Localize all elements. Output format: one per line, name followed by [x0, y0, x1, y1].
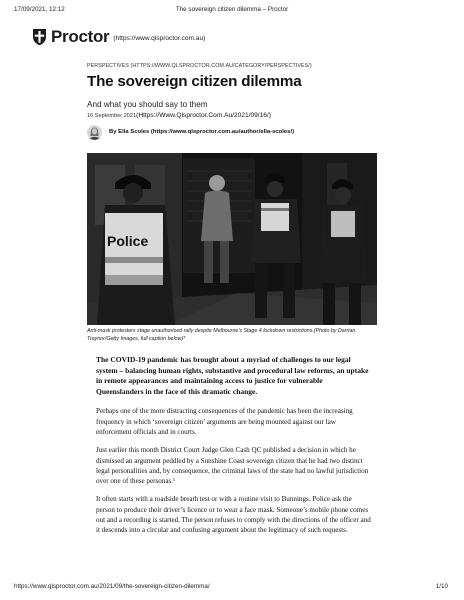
- category-link[interactable]: PERSPECTIVES (HTTPS://WWW.QLSPROCTOR.COM.AU/CATEGORY/PERSPECTIVES/): [87, 63, 312, 69]
- article-date: 16 September 2021: [87, 113, 137, 119]
- author-byline: [87, 124, 294, 140]
- author-link[interactable]: By Ella Scoles (https://www.qlsproctor.com.au/author/ella-scoles/): [109, 129, 295, 135]
- photo-caption: Anti-mask protesters stage unauthorised rally despite Melbourne's Stage 4 lockdown restrictions.(Photo by Darrian Traynor/Getty Images, full caption below)*: [87, 328, 356, 342]
- crest-logo-icon: [32, 28, 47, 46]
- print-page-number: 1/10: [435, 583, 448, 590]
- print-header: [0, 6, 464, 18]
- brand-name: Proctor: [51, 27, 110, 46]
- article-header: [87, 62, 375, 120]
- article-date-link[interactable]: (Https://Www.Qlsproctor.Com.Au/2021/09/16/): [136, 112, 271, 119]
- print-page-title: The sovereign citizen dilemma – Proctor: [175, 6, 289, 13]
- author-avatar: [87, 125, 102, 140]
- lead-paragraph: The COVID-19 pandemic has brought about a myriad of challenges to our legal system – balancing human rights, substantive and procedural law reforms, an uptake in remote appearances and maintaining access to justice for vulnerable Queenslanders in the face of this dramatic change.: [96, 355, 369, 396]
- article-photo: [87, 153, 377, 325]
- body-paragraph: It often starts with a roadside breath test or with a routine visit to Bunnings. Police ask the person to produce their driver’s licence or to wear a face mask. Someone’s mobile phone comes out and a recording is started. The person refuses to comply with the directions of the officer and it descends into a circular and confusing argument about the legitimacy of such requests.: [96, 495, 371, 535]
- print-date: 17/09/2021, 12:12: [14, 6, 65, 13]
- article-subtitle: And what you should say to them: [87, 100, 208, 109]
- article-title: The sovereign citizen dilemma: [87, 73, 302, 90]
- print-footer: [0, 583, 464, 593]
- protest-photo-illustration: [87, 153, 377, 325]
- print-footer-url: https://www.qlsproctor.com.au/2021/09/the-sovereign-citizen-dilemma/: [14, 583, 210, 590]
- brand-url-link[interactable]: (https://www.qlsproctor.com.au): [113, 35, 206, 42]
- article-body: [96, 355, 371, 544]
- photo-vest-label: Police: [107, 233, 149, 249]
- article-date-line: [87, 112, 375, 120]
- body-paragraph: Perhaps one of the more distracting consequences of the pandemic has been the increasing frequency in which ‘sovereign citizen’ arguments are being mounted against our law enforcement officials and in courts.: [96, 407, 353, 436]
- body-paragraph: Just earlier this month District Court Judge Glen Cash QC published a decision in which he dismissed an argument peddled by a Sunshine Coast sovereign citizen that he had two distinct legal personalities and, by consequence, the criminal laws of the state had no lawful jurisdiction over one of these personas.¹: [96, 446, 369, 486]
- site-brand[interactable]: [32, 26, 205, 48]
